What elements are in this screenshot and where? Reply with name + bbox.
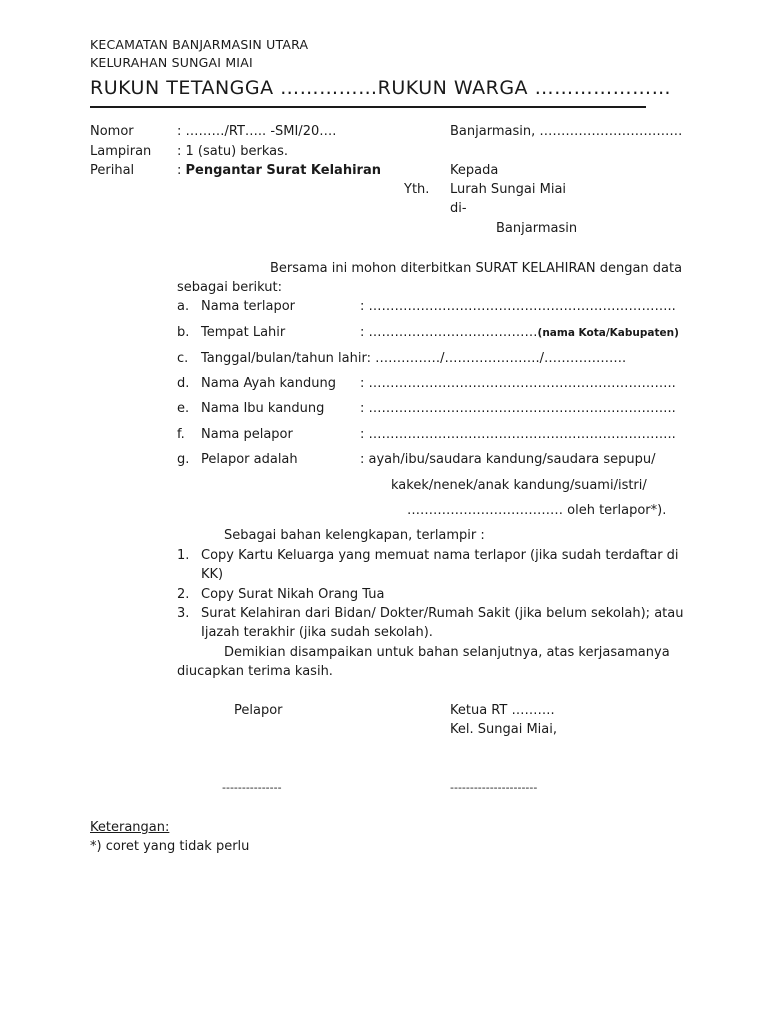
attachment-2-num: 2.	[177, 587, 190, 602]
intro-line2: sebagai berikut:	[177, 280, 283, 295]
signature-right-line: ----------------------	[450, 781, 538, 794]
nomor-value: : ………/RT….. -SMI/20….	[177, 124, 337, 139]
field-b-label: Tempat Lahir	[201, 325, 286, 340]
di-label: di-	[450, 201, 467, 216]
field-e-letter: e.	[177, 401, 190, 416]
field-a-letter: a.	[177, 299, 190, 314]
field-c-label: Tanggal/bulan/tahun lahir: ……………/…………………./……………….	[201, 351, 627, 366]
attachment-1-num: 1.	[177, 548, 190, 563]
attachment-2-line1: Copy Surat Nikah Orang Tua	[201, 587, 385, 602]
signature-left-title: Pelapor	[234, 703, 283, 718]
perihal-subject: Pengantar Surat Kelahiran	[185, 163, 381, 178]
attachment-3-line2: Ijazah terakhir (jika sudah sekolah).	[201, 625, 433, 640]
field-f-letter: f.	[177, 427, 185, 442]
field-g-letter: g.	[177, 452, 190, 467]
city-name: Banjarmasin	[496, 221, 578, 236]
perihal-label: Perihal	[90, 163, 135, 178]
field-b-value	[360, 325, 679, 341]
attachment-3-line1: Surat Kelahiran dari Bidan/ Dokter/Rumah Sakit (jika belum sekolah); atau	[201, 606, 684, 621]
field-c-letter: c.	[177, 351, 189, 366]
attachment-1-line1: Copy Kartu Keluarga yang memuat nama terlapor (jika sudah terdaftar di	[201, 548, 679, 563]
field-f-label: Nama pelapor	[201, 427, 293, 442]
attachments-intro: Sebagai bahan kelengkapan, terlampir :	[224, 528, 485, 543]
lampiran-value: : 1 (satu) berkas.	[177, 144, 289, 159]
field-g-label: Pelapor adalah	[201, 452, 298, 467]
field-g-value: : ayah/ibu/saudara kandung/saudara sepupu/	[360, 452, 656, 467]
lampiran-label: Lampiran	[90, 144, 152, 159]
lurah-name: Lurah Sungai Miai	[450, 182, 567, 197]
field-b-letter: b.	[177, 325, 190, 340]
signature-right-title: Ketua RT ……….	[450, 703, 555, 718]
field-d-letter: d.	[177, 376, 190, 391]
closing-line1: Demikian disampaikan untuk bahan selanjutnya, atas kerjasamanya	[224, 645, 670, 660]
kelurahan-heading: KELURAHAN SUNGAI MIAI	[90, 55, 253, 70]
kepada-label: Kepada	[450, 163, 499, 178]
field-e-label: Nama Ibu kandung	[201, 401, 325, 416]
signature-right-sub: Kel. Sungai Miai,	[450, 722, 557, 737]
closing-line2: diucapkan terima kasih.	[177, 664, 333, 679]
perihal-colon: :	[177, 163, 182, 178]
perihal-value	[177, 163, 381, 179]
field-a-value: : ……………………………………………………………..	[360, 299, 676, 314]
field-a-label: Nama terlapor	[201, 299, 296, 314]
kecamatan-heading: KECAMATAN BANJARMASIN UTARA	[90, 37, 309, 52]
notes-item: *) coret yang tidak perlu	[90, 839, 250, 854]
field-d-label: Nama Ayah kandung	[201, 376, 336, 391]
field-d-value: : ……………………………………………………………..	[360, 376, 676, 391]
field-b-dots: : …………………………………	[360, 325, 538, 340]
attachment-3-num: 3.	[177, 606, 190, 621]
attachment-1-line2: KK)	[201, 567, 224, 582]
yth-label: Yth.	[404, 182, 430, 197]
pelapor-cont-line2: ……………………………… oleh terlapor*).	[407, 503, 667, 518]
signature-left-line: ---------------	[222, 781, 282, 794]
place-date: Banjarmasin, ……………………………	[450, 124, 683, 139]
field-f-value: : ……………………………………………………………..	[360, 427, 676, 442]
rukun-title: RUKUN TETANGGA ……………RUKUN WARGA …………………	[90, 77, 672, 99]
pelapor-cont-line1: kakek/nenek/anak kandung/suami/istri/	[391, 478, 647, 493]
field-b-note: (nama Kota/Kabupaten)	[537, 327, 679, 339]
header-rule	[90, 106, 646, 108]
intro-line1: Bersama ini mohon diterbitkan SURAT KELAHIRAN dengan data	[270, 261, 683, 276]
nomor-label: Nomor	[90, 124, 134, 139]
field-e-value: : ……………………………………………………………..	[360, 401, 676, 416]
notes-heading: Keterangan:	[90, 820, 170, 835]
